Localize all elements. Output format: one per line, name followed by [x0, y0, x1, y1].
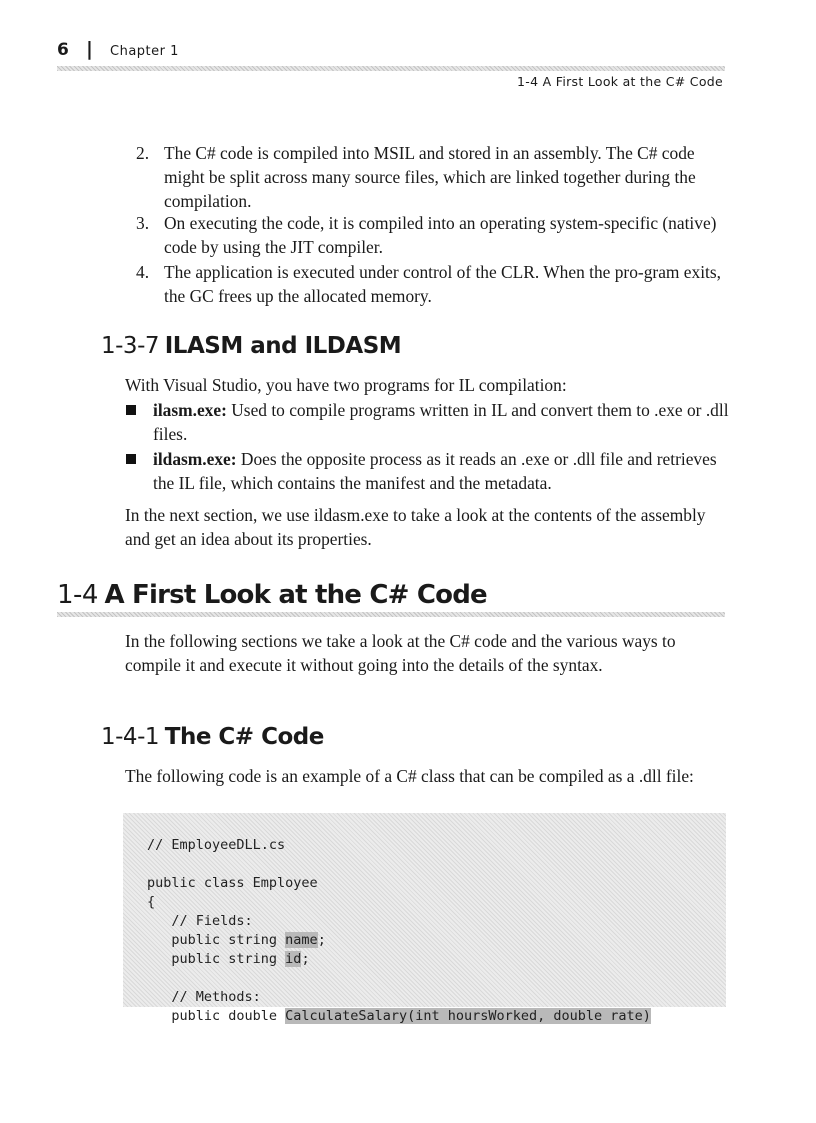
code-line: // Fields: — [147, 913, 253, 929]
section-heading-1-4-1 — [101, 723, 324, 751]
section-title: The C# Code — [164, 724, 324, 750]
code-line: public class Employee — [147, 875, 318, 891]
header-separator: | — [86, 38, 93, 60]
code-line: { — [147, 894, 156, 910]
section-intro: With Visual Studio, you have two programs for IL compilation: — [125, 375, 567, 395]
step-item — [136, 211, 736, 259]
code-line: // EmployeeDLL.cs — [147, 837, 286, 853]
code-line: public string id; — [147, 951, 310, 967]
section-title: ILASM and ILDASM — [164, 333, 402, 359]
step-text: The C# code is compiled into MSIL and stored in an assembly. The C# code might be split across many source files, which are linked together during the compilation. — [164, 143, 696, 211]
section-number: 1-4-1 — [101, 724, 159, 750]
step-text: The application is executed under control of the CLR. When the pro-gram exits, the GC frees up the allocated memory. — [164, 262, 721, 306]
section-rule — [57, 612, 725, 617]
step-number: 4. — [136, 262, 150, 282]
bullet-term: ildasm.exe: — [153, 449, 237, 469]
chapter-label: Chapter 1 — [110, 44, 179, 59]
code-line — [147, 969, 651, 988]
bullet-text: Used to compile programs written in IL and convert them to .exe or .dll files. — [153, 400, 729, 444]
section-intro: In the following sections we take a look at the C# code and the various ways to compile it and execute it without going into the details of the syntax. — [125, 631, 676, 675]
bullet-item — [125, 447, 735, 495]
step-number: 3. — [136, 213, 150, 233]
section-number: 1-3-7 — [101, 333, 159, 359]
section-heading-1-4 — [57, 579, 487, 611]
code-line — [147, 855, 651, 874]
header-rule — [57, 66, 725, 71]
code-line: public double CalculateSalary(int hoursWorked, double rate) — [147, 1008, 651, 1024]
bullet-term: ilasm.exe: — [153, 400, 227, 420]
section-title: A First Look at the C# Code — [104, 580, 487, 610]
code-highlight: id — [285, 951, 302, 967]
step-item — [136, 260, 736, 308]
code-highlight: name — [285, 932, 318, 948]
code-line: // Methods: — [147, 989, 261, 1005]
section-closing: In the next section, we use ildasm.exe to take a look at the contents of the assembly and get an idea about its properties. — [125, 505, 706, 549]
running-title: 1-4 A First Look at the C# Code — [517, 74, 723, 89]
bullet-square-icon — [126, 405, 136, 415]
section-intro: The following code is an example of a C# class that can be compiled as a .dll file: — [125, 766, 694, 786]
step-item — [136, 141, 736, 213]
code-block — [123, 813, 726, 1024]
code-highlight: CalculateSalary(int hoursWorked, double rate) — [285, 1008, 651, 1024]
section-heading-1-3-7 — [101, 332, 401, 360]
section-number: 1-4 — [57, 580, 98, 610]
code-line: public string name; — [147, 932, 326, 948]
step-text: On executing the code, it is compiled into an operating system-specific (native) code by using the JIT compiler. — [164, 213, 717, 257]
bullet-item — [125, 398, 735, 446]
page-number: 6 — [57, 40, 69, 60]
code-listing — [147, 817, 651, 1064]
bullet-text: Does the opposite process as it reads an .exe or .dll file and retrieves the IL file, which contains the manifest and the metadata. — [153, 449, 717, 493]
step-number: 2. — [136, 143, 150, 163]
bullet-square-icon — [126, 454, 136, 464]
